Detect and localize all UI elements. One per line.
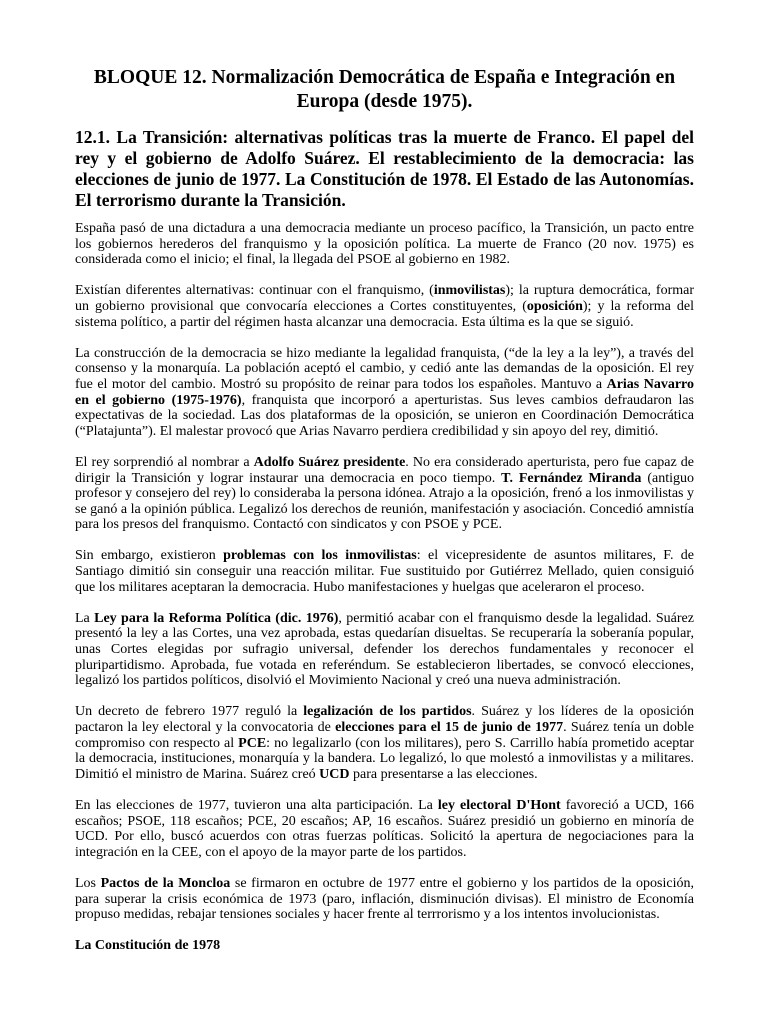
paragraph-9 — [75, 876, 694, 923]
text: para presentarse a las elecciones. — [349, 766, 538, 782]
document-title: BLOQUE 12. Normalización Democrática de España e Integración en Europa (desde 1975). — [93, 67, 676, 112]
text: Sin embargo, existieron — [75, 548, 224, 564]
text: ); y la reforma del sistema político, a partir del régimen hasta alcanzar una democracia. Esta última es la que se siguió. — [75, 298, 695, 330]
text: , permitió acabar con el franquismo desde la legalidad. Suárez presentó la ley a las Cortes, una vez aprobada, estas quedarían disueltas. Se recuperaría la soberanía popular, unas Cortes elegidas por sufragio universal, defender los derechos fundamentales y reconocer el pluripartidismo. Aprobada, fue votada en referéndum. Se establecieron libertades, se convocó elecciones, legalizó los partidos políticos, disolvió el Movimiento Nacional y creó una nueva administración. — [75, 610, 694, 689]
text: Existían diferentes alternativas: continuar con el franquismo, ( — [75, 283, 434, 299]
paragraph-5 — [75, 548, 694, 595]
text: La — [75, 610, 95, 626]
text: Un decreto de febrero 1977 reguló la — [75, 704, 304, 720]
text: , franquista que incorporó a aperturistas. Sus leves cambios defraudaron las expectativas de la sociedad. Las dos plataformas de la oposición, se unieron en Coordinación Democrática (“Platajunta”). El malestar provocó que Arias Navarro perdiera credibilidad y sin apoyo del rey, dimitió. — [75, 392, 695, 439]
paragraph-3 — [75, 346, 694, 440]
paragraph-2 — [75, 283, 694, 330]
bold-term: Adolfo Suárez presidente — [253, 454, 406, 470]
text: . Suárez tenía un doble compromiso con respecto al — [75, 720, 695, 751]
paragraph-6 — [75, 611, 694, 689]
paragraph-8 — [75, 798, 694, 860]
paragraph-7 — [75, 704, 694, 782]
bold-term: ley electoral D'Hont — [437, 797, 561, 813]
text: Los — [75, 875, 101, 891]
bold-term: UCD — [319, 766, 350, 782]
text: . No era considerado aperturista, pero fue capaz de dirigir la Transición y lograr instaurar una democracia en poco tiempo. — [75, 454, 695, 486]
text: El rey sorprendió al nombrar a — [75, 454, 254, 470]
text: : no legalizarlo (con los militares), pero S. Carrillo había prometido aceptar la democracia, instituciones, monarquía y la bandera. Lo legalizó, lo que molestó a inmovilistas y a militares. Dimitió el ministro de Marina. Suárez creó — [75, 735, 694, 782]
text: : el vicepresidente de asuntos militares, F. de Santiago dimitió sin conseguir una reacción militar. Fue sustituido por Gutiérrez Mellado, quien consiguió que los militares aceptaran la democracia. Hubo manifestaciones y huelgas que aceleraron el proceso. — [75, 548, 695, 595]
bold-term: problemas con los inmovilistas — [223, 548, 417, 564]
text: se firmaron en octubre de 1977 entre el gobierno y los partidos de la oposición, para superar la crisis económica de 1973 (paro, inflación, disminución divisas). El ministro de Economía propuso medidas, rebajar tensiones sociales y hacer frente al terrrorismo y a los intentos involucionistas. — [75, 875, 694, 923]
text: En las elecciones de 1977, tuvieron una alta participación. La — [75, 797, 438, 813]
bold-term: oposición — [526, 298, 583, 314]
subheading: La Constitución de 1978 — [75, 938, 221, 954]
bold-term: Arias Navarro en el gobierno (1975-1976) — [75, 376, 694, 408]
text: ); la ruptura democrática, formar un gobierno provisional que convocaría elecciones a Cortes constituyentes, ( — [75, 283, 695, 314]
bold-term: Ley para la Reforma Política (dic. 1976) — [94, 610, 339, 626]
document-content — [75, 66, 694, 954]
text: España pasó de una dictadura a una democracia mediante un proceso pacífico, la Transición, un pacto entre los gobiernos herederos del franquismo y la oposición política. La muerte de Franco (20 nov. 1975) es considerada como el inicio; el final, la llegada del PSOE al gobierno en 1982. — [75, 221, 694, 268]
paragraph-1 — [75, 221, 694, 268]
text: (antiguo profesor y consejero del rey) lo consideraba la persona idónea. Atrajo a la oposición, frenó a los inmovilistas y se ganó a la opinión pública. Legalizó los derechos de reunión, manifestación y asociación. Concedió amnistía para los presos del franquismo. Contactó con sindicatos y con PSOE y PCE. — [75, 470, 695, 533]
bold-term: inmovilistas — [433, 283, 506, 299]
bold-term: legalización de los partidos — [303, 704, 472, 720]
bold-term: elecciones para el 15 de junio de 1977 — [335, 720, 564, 735]
text: favoreció a UCD, 166 escaños; PSOE, 118 escaños; PCE, 20 escaños; AP, 16 escaños. Suárez presidió un gobierno en minoría de UCD. Por ello, buscó acuerdos con otras fuerzas políticas. Solicitó la apertura de negociaciones para la integración en la CEE, con el apoyo de la mayor parte de los partidos. — [75, 797, 694, 860]
section-heading: 12.1. La Transición: alternativas políticas tras la muerte de Franco. El papel del rey y el gobierno de Adolfo Suárez. El restablecimiento de la democracia: las elecciones de junio de 1977. La Constitución de 1978. El Estado de las Autonomías. El terrorismo durante la Transición. — [75, 127, 694, 210]
paragraph-4 — [75, 455, 694, 533]
text: La construcción de la democracia se hizo mediante la legalidad franquista, (“de la ley a la ley”), a través del consenso y la monarquía. La población aceptó el cambio, y cedió ante las demandas de la oposición. El rey fue el motor del cambio. Mostró su propósito de reinar para todos los españoles. Mantuvo a — [75, 345, 694, 392]
bold-term: PCE — [238, 735, 267, 751]
bold-term: Pactos de la Moncloa — [100, 875, 231, 891]
text: . Suárez y los líderes de la oposición pactaron la ley electoral y la convocatoria de — [75, 704, 694, 735]
bold-term: T. Fernández Miranda — [501, 470, 642, 486]
